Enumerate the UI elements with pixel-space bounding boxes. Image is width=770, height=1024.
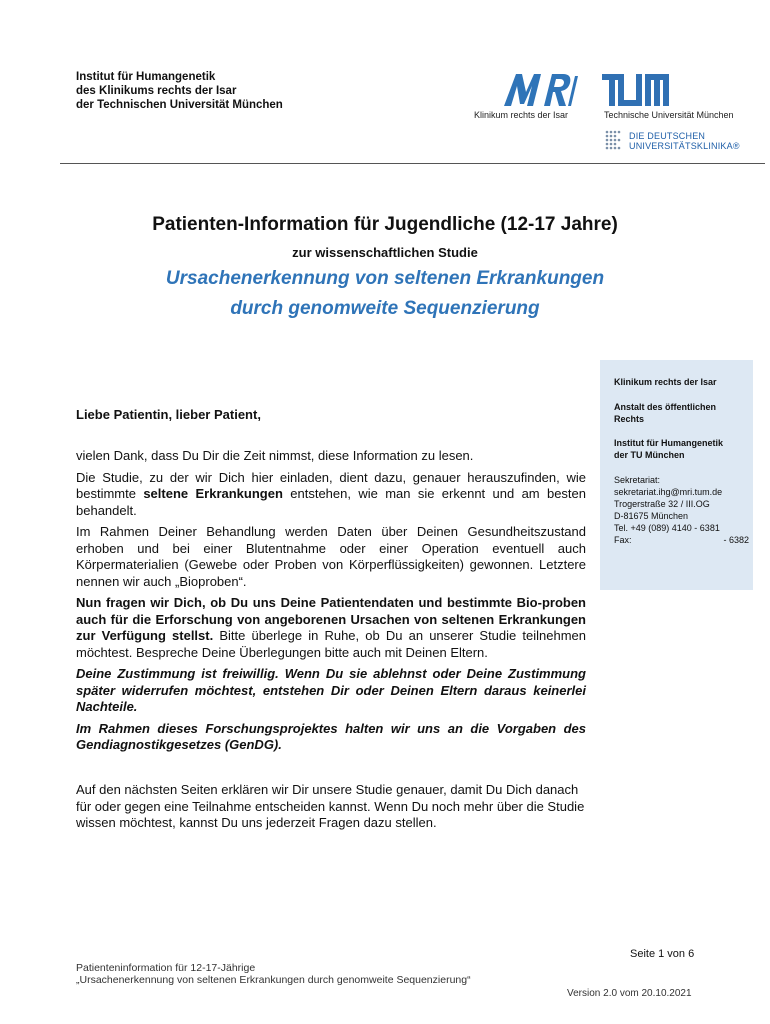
mri-logo — [474, 70, 578, 120]
sidebar-fax-value: - 6382 — [723, 535, 749, 545]
body-text — [76, 448, 586, 759]
header-divider — [60, 163, 765, 164]
mri-logo-mark — [500, 70, 578, 110]
paragraph-emphasis: seltene Erkrankungen — [143, 486, 283, 501]
page-number: Seite 1 von 6 — [630, 948, 695, 960]
page-subtitle: zur wissenschaftlichen Studie — [292, 245, 478, 260]
footer-note — [76, 962, 471, 986]
sidebar-legal — [614, 401, 749, 425]
sidebar-city: D-81675 München — [614, 511, 689, 521]
page-title: Patienten-Information für Jugendliche (12-17 Jahre) — [152, 214, 618, 235]
contact-sidebar — [600, 360, 753, 590]
greeting: Liebe Patientin, lieber Patient, — [76, 407, 261, 422]
paragraph — [76, 470, 586, 520]
institute-line: des Klinikums rechts der Isar — [76, 85, 237, 97]
paragraph-text: Bitte überlege in Ruhe, ob Du an unserer Studie teilnehmen möchtest. Bespreche Deine Überlegungen bitte auch mit Deinen Eltern. — [76, 628, 586, 660]
sidebar-secretariat-label: Sekretariat: — [614, 475, 661, 485]
study-title — [0, 264, 770, 324]
closing-paragraph: Auf den nächsten Seiten erklären wir Dir unsere Studie genauer, damit Du Dich danach für oder gegen eine Teilnahme entscheiden kannst. Wenn Du noch mehr über die Studie wissen möchtest, kannst Du uns jederzeit Fragen dazu stellen. — [76, 782, 585, 830]
footer-line: Patienteninformation für 12-17-Jährige — [76, 962, 256, 974]
institute-header — [76, 70, 283, 112]
paragraph-text: entstehen, wie man sie erkennt und am besten behandelt. — [76, 486, 587, 518]
version-info: Version 2.0 vom 20.10.2021 — [567, 988, 692, 999]
paragraph: vielen Dank, dass Du Dir die Zeit nimmst, diese Information zu lesen. — [76, 448, 474, 463]
sidebar-fax-label: Fax: — [614, 535, 632, 545]
sidebar-legal-line: Anstalt des öffentlichen — [614, 402, 717, 412]
mri-caption: Klinikum rechts der Isar — [474, 110, 569, 120]
tum-logo-mark — [600, 72, 672, 108]
institute-line: der Technischen Universität München — [76, 99, 283, 111]
paragraph: Im Rahmen Deiner Behandlung werden Daten über Deinen Gesundheitszustand erhoben und bei einer Blutentnahme oder einer Operation eventuell auch Körpermaterialien (Gewebe oder Proben von Körperflüssigkeiten) gewonnen. Letztere nennen wir auch „Bioproben“. — [76, 524, 586, 589]
udk-logo — [605, 130, 740, 152]
udk-line: UNIVERSITÄTSKLINIKA® — [629, 141, 740, 151]
tum-caption: Technische Universität München — [604, 110, 734, 120]
paragraph-gendg: Im Rahmen dieses Forschungsprojektes halten wir uns an die Vorgaben des Gendiagnostikgesetzes (GenDG). — [76, 720, 586, 752]
sidebar-institute-line: der TU München — [614, 450, 685, 460]
sidebar-fax — [614, 534, 749, 546]
dots-grid-icon — [605, 130, 623, 152]
institute-line: Institut für Humangenetik — [76, 71, 216, 83]
tum-logo — [600, 72, 734, 120]
paragraph-voluntary: Deine Zustimmung ist freiwillig. Wenn Du sie ablehnst oder Deine Zustimmung später widerrufen möchtest, entstehen Dir oder Deinen Eltern daraus keinerlei Nachteile. — [76, 666, 586, 714]
footer-line: „Ursachenerkennung von seltenen Erkrankungen durch genomweite Sequenzierung“ — [76, 974, 471, 986]
sidebar-email[interactable]: sekretariat.ihg@mri.tum.de — [614, 487, 723, 497]
udk-text — [629, 131, 740, 151]
sidebar-street: Trogerstraße 32 / III.OG — [614, 499, 710, 509]
sidebar-tel: Tel. +49 (089) 4140 - 6381 — [614, 523, 720, 533]
udk-line: DIE DEUTSCHEN — [629, 131, 706, 141]
sidebar-institute — [614, 437, 749, 461]
sidebar-secretariat — [614, 474, 749, 546]
study-title-line: durch genomweite Sequenzierung — [230, 298, 540, 319]
sidebar-legal-line: Rechts — [614, 414, 645, 424]
study-title-line: Ursachenerkennung von seltenen Erkrankungen — [165, 268, 605, 289]
paragraph-emphasis: Nun fragen wir Dich, ob Du uns Deine Patientendaten und bestimmte Bio-proben auch für die Erforschung von angeborenen Ursachen von seltenen Erkrankungen zur Verfügung stellst. — [76, 595, 586, 643]
paragraph-text: Die Studie, zu der wir Dich hier einladen, dient dazu, genauer herauszufinden, wie bestimmte — [76, 469, 586, 501]
sidebar-clinic: Klinikum rechts der Isar — [614, 377, 717, 387]
sidebar-institute-line: Institut für Humangenetik — [614, 438, 724, 448]
paragraph — [76, 595, 586, 661]
